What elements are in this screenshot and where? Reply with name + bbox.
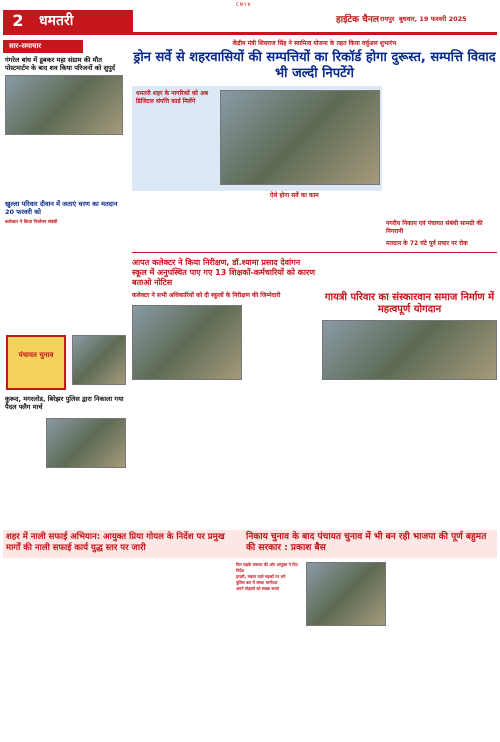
story-photo xyxy=(72,335,126,385)
main-headline: ड्रोन सर्वे से शहरवासियों की सम्पत्तियों का रिकॉर्ड होगा दुरूस्त, सम्पत्ति विवाद भी जल्दी निपटेंगे xyxy=(133,50,496,81)
brand-name: हाईटेक चैनल xyxy=(336,15,379,25)
main-body-right xyxy=(386,86,497,286)
header-rule xyxy=(3,32,497,35)
date: बुधवार, 19 फरवरी 2025 xyxy=(399,15,467,23)
main-subhead: धमतरी शहर के नागरिकों को अब डिजिटल संपत्ति कार्ड मिलेंगे xyxy=(136,90,209,105)
highlight-item: पुलिस बल में संस्था भागीदार xyxy=(236,580,278,585)
right-subhead: मतदान के 72 घंटे पूर्व प्रचार पर रोक xyxy=(386,240,468,247)
story-headline: गंगरेल बांध में डूबकर महा संग्राम की मौत पोस्टमार्टम के बाद शव किया परिजनों को सुपुर्द xyxy=(5,56,116,73)
story-photo xyxy=(5,75,123,135)
vote-body xyxy=(236,630,302,738)
page-number: 2 xyxy=(3,10,33,32)
story-body xyxy=(46,470,126,525)
main-photo xyxy=(220,90,380,185)
gayatri-body xyxy=(322,384,407,524)
highlight-item: अपने मोहल्ले को स्वच्छ बनाएं xyxy=(236,586,280,591)
main-body xyxy=(136,112,216,188)
collector-story-headline: आपत कलेक्टर ने किया निरीक्षण, डॉ.श्यामा प्रसाद देवांगन स्कूल में अनुपस्थित पाए गए 13 शिक्षकों-कर्मचारियों को कारण बताओ नोटिस xyxy=(132,258,316,287)
collector-body xyxy=(132,384,192,524)
gayatri-headline: गायत्री परिवार का संस्कारवान समाज निर्माण में महत्वपूर्ण योगदान xyxy=(324,292,495,315)
story-subhead: कलेक्टर ने किया निर्वाचन संबंधी xyxy=(5,220,58,226)
news-brief-label: सार-समाचार xyxy=(3,40,83,53)
story-body xyxy=(5,229,124,289)
story-headline: कुरूद, मगरलोड, बिरेझर पुलिस द्वारा निकाला गया पैदल फ्लैग मार्च xyxy=(5,395,124,411)
highlights-list xyxy=(236,562,302,628)
section-divider xyxy=(132,252,497,253)
story-body xyxy=(5,137,124,197)
cmyk-mark: CMYK xyxy=(236,2,252,7)
gayatri-photo xyxy=(322,320,497,380)
highlight-item: फिर सड़कें जरूरत की ओर आयुक्त ने दिए निर्देश xyxy=(236,562,298,573)
collector-body xyxy=(246,305,316,524)
main-body-lower xyxy=(132,198,382,250)
drain-body xyxy=(3,562,79,738)
page-header xyxy=(0,0,500,44)
vote-body xyxy=(306,630,366,738)
story-body xyxy=(3,418,43,523)
gayatri-body xyxy=(412,384,497,524)
story-photo xyxy=(46,418,126,468)
panchayat-vote-headline: निकाय चुनाव के बाद पंचायत चुनाव में भी बन रही भाजपा की पूर्ण बहुमत की सरकार : प्रकाश बैस xyxy=(246,532,487,553)
right-subhead: नगरीय निकाय एवं पंचायत संबंधी सामग्री की निगरानी xyxy=(386,220,483,235)
drain-body xyxy=(161,562,231,738)
story-headline: खुल्ला परिवार दीवान में जताएं चरण का मतदान 20 फरवरी को xyxy=(5,200,118,217)
panchayat-election-logo: पंचायत चुनाव xyxy=(6,335,66,390)
main-kicker: केंद्रीय मंत्री शिवराज सिंह ने स्वामित्व योजना के तहत किया वर्चुअल शुभारंभ xyxy=(232,40,397,47)
highlight-item: हराली, मकान वाले सड़कों पर लगे xyxy=(236,574,286,579)
drain-cleaning-headline: शहर में नाली सफाई अभियान: आयुक्त प्रिया गोयल के निर्देश पर प्रमुख मार्गों की नाली सफाई कार्य युद्ध स्तर पर जारी xyxy=(6,532,225,553)
vote-body xyxy=(370,562,430,738)
drain-body xyxy=(82,562,158,738)
collector-story-subhead: कलेक्टर ने सभी अधिकारियों को दी स्कूलों के निरीक्षण की जिम्मेदारी xyxy=(132,292,281,299)
header-dateline xyxy=(380,15,467,24)
main-subhead-2: ऐसे होगा सर्वे का काम xyxy=(270,192,319,199)
collector-photo xyxy=(132,305,242,380)
section-title: धमतरी xyxy=(33,10,133,32)
vote-body xyxy=(434,562,497,738)
city: रायपुर xyxy=(380,15,395,23)
left-column xyxy=(3,40,126,291)
